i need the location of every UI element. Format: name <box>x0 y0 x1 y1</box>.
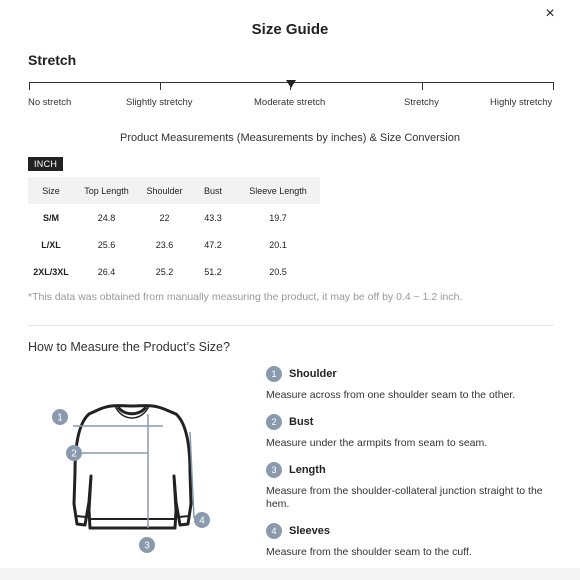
table-cell: 23.6 <box>155 239 174 250</box>
measure-item-desc: Measure under the armpits from seam to seam. <box>266 437 488 449</box>
stretch-level-label: Moderate stretch <box>254 97 326 108</box>
measure-item-name: Sleeves <box>289 524 330 537</box>
table-cell: 43.3 <box>204 212 222 223</box>
table-header-cell: Size <box>28 177 74 204</box>
table-cell: 51.2 <box>204 266 222 277</box>
stretch-tick <box>553 82 554 90</box>
table-cell: 25.2 <box>155 266 174 277</box>
measure-item-desc: Measure from the shoulder-collateral junction straight to the hem. <box>266 485 543 510</box>
page-title: Size Guide <box>251 21 329 38</box>
svg-text:4: 4 <box>199 515 205 527</box>
diagram-badge-2 <box>66 445 82 461</box>
table-header-cell: Bust <box>190 177 236 204</box>
table-cell: 19.7 <box>269 212 287 223</box>
diagram-badge-3 <box>139 537 155 553</box>
triangle-down-icon <box>286 80 296 88</box>
table-cell: 20.5 <box>269 266 287 277</box>
table-cell: L/XL <box>41 239 61 250</box>
stretch-level-label: No stretch <box>28 97 72 108</box>
bottom-bar <box>0 568 580 580</box>
measure-item-name: Length <box>289 463 326 476</box>
table-cell: 20.1 <box>269 239 287 250</box>
measure-item-desc: Measure across from one shoulder seam to the other. <box>266 389 516 401</box>
table-row <box>28 231 320 258</box>
number-badge: 2 <box>266 414 282 430</box>
table-cell: 22 <box>159 212 170 223</box>
table-header-cell: Sleeve Length <box>236 177 320 204</box>
number-badge: 3 <box>266 462 282 478</box>
diagram-badge-4 <box>194 512 210 528</box>
measurement-table <box>28 177 320 285</box>
table-cell: S/M <box>42 212 59 223</box>
table-cell: 2XL/3XL <box>33 266 69 277</box>
stretch-level-label: Stretchy <box>404 97 439 108</box>
close-icon[interactable]: × <box>545 5 555 22</box>
table-cell: 26.4 <box>97 266 116 277</box>
svg-text:3: 3 <box>144 540 150 552</box>
measure-item-desc: Measure from the shoulder seam to the cuff. <box>266 546 472 558</box>
measure-item-sleeves <box>266 523 330 539</box>
table-row <box>28 204 320 231</box>
conversion-title: Product Measurements (Measurements by inches) & Size Conversion <box>120 132 460 144</box>
sweatshirt-diagram <box>40 392 230 562</box>
stretch-level-label: Highly stretchy <box>490 97 553 108</box>
diagram-badge-1 <box>52 409 68 425</box>
measure-item-name: Shoulder <box>289 367 337 380</box>
table-header-cell: Top Length <box>74 177 139 204</box>
measure-item-bust <box>266 414 313 430</box>
table-header-row <box>28 177 320 204</box>
number-badge: 4 <box>266 523 282 539</box>
svg-text:2: 2 <box>71 448 77 460</box>
measurement-note: *This data was obtained from manually measuring the product, it may be off by 0.4 ~ 1.2 inch. <box>28 291 463 303</box>
stretch-level-label: Slightly stretchy <box>126 97 193 108</box>
table-cell: 47.2 <box>204 239 222 250</box>
table-row <box>28 258 320 285</box>
stretch-tick <box>422 82 423 90</box>
measure-item-length <box>266 462 326 478</box>
table-cell: 24.8 <box>97 212 116 223</box>
number-badge: 1 <box>266 366 282 382</box>
unit-tag: INCH <box>28 157 63 171</box>
table-header-cell: Shoulder <box>139 177 190 204</box>
table-cell: 25.6 <box>97 239 116 250</box>
svg-text:1: 1 <box>57 412 63 424</box>
divider <box>28 325 554 326</box>
stretch-tick <box>160 82 161 90</box>
measure-item-shoulder <box>266 366 337 382</box>
stretch-tick <box>29 82 30 90</box>
how-to-measure-title: How to Measure the Product’s Size? <box>28 340 230 354</box>
measure-item-name: Bust <box>289 415 314 428</box>
stretch-title: Stretch <box>28 52 77 68</box>
